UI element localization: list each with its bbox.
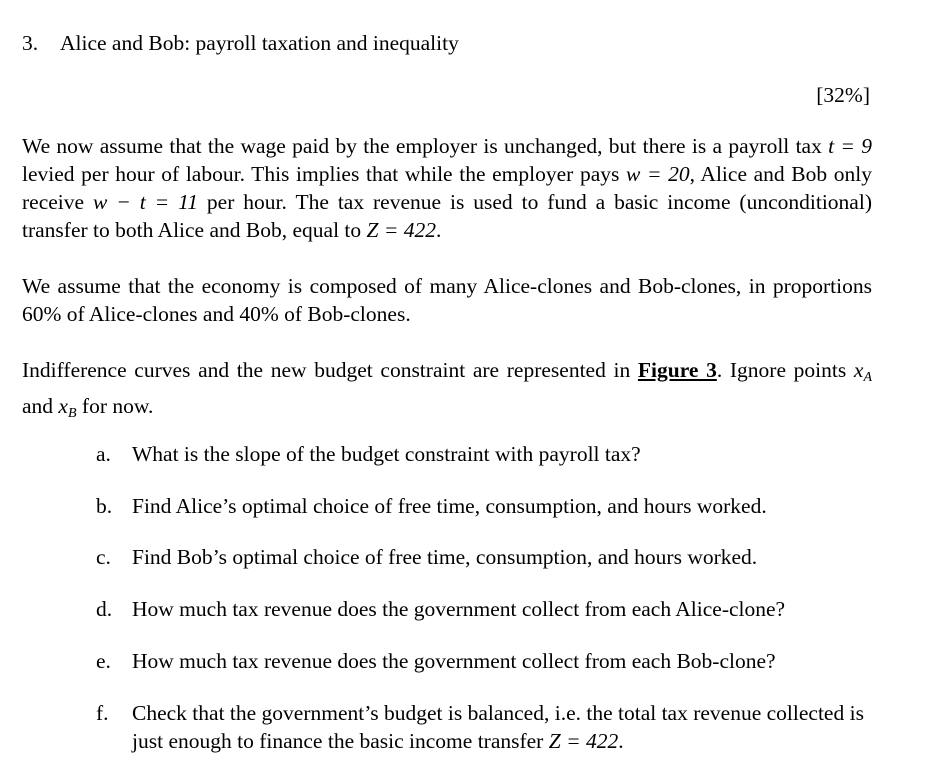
- question-number: 3.: [22, 31, 39, 55]
- part-c-label: c.: [96, 545, 111, 569]
- paragraph-figure-reference: [22, 356, 872, 428]
- p1-math-wt: w − t = 11: [93, 190, 198, 214]
- question-marks: [32%]: [816, 83, 870, 107]
- part-f-text: [132, 699, 872, 755]
- part-f-label: f.: [96, 701, 109, 725]
- part-a-text: What is the slope of the budget constraint with payroll tax?: [132, 442, 641, 466]
- part-f-text-after: .: [618, 729, 624, 753]
- paragraph-payroll-tax: [22, 132, 872, 244]
- paragraph-proportions: We assume that the economy is composed of many Alice-clones and Bob-clones, in proportions 60% of Alice-clones and 40% of Bob-clones.: [22, 274, 872, 326]
- p1-text-3: , Alice and Bob only receive: [22, 162, 872, 214]
- part-f: [96, 699, 886, 755]
- part-b-text: Find Alice’s optimal choice of free time, consumption, and hours worked.: [132, 494, 767, 518]
- p1-text-4: per hour. The tax revenue is used to fund a basic income (unconditional) transfer to both Alice and Bob, equal to: [22, 190, 872, 242]
- p1-text-1: We now assume that the wage paid by the employer is unchanged, but there is a payroll tax: [22, 134, 829, 158]
- part-d: [96, 595, 886, 623]
- p1-math-t: t = 9: [828, 134, 873, 158]
- question-title-text: Alice and Bob: payroll taxation and inequality: [60, 31, 459, 55]
- part-f-math-z: Z = 422: [548, 729, 619, 753]
- part-b-label: b.: [96, 494, 113, 518]
- part-a: [96, 440, 886, 468]
- p3-text-1: Indifference curves and the new budget constraint are represented in: [22, 358, 638, 382]
- p1-math-z: Z = 422: [366, 218, 436, 242]
- part-e: [96, 647, 886, 675]
- part-d-text: How much tax revenue does the government collect from each Alice-clone?: [132, 597, 786, 621]
- question-title: [22, 29, 459, 57]
- point-xa: $x_A$: [853, 358, 873, 385]
- part-b: [96, 492, 886, 520]
- point-xb: $x_B$: [58, 394, 77, 421]
- part-f-text-before: Check that the government’s budget is balanced, i.e. the total tax revenue collected is just enough to finance the basic income transfer: [132, 701, 864, 753]
- part-e-text: How much tax revenue does the government collect from each Bob-clone?: [132, 649, 776, 673]
- part-c-text: Find Bob’s optimal choice of free time, consumption, and hours worked.: [132, 545, 758, 569]
- p1-text-5: .: [435, 218, 442, 242]
- part-a-label: a.: [96, 442, 111, 466]
- p3-text-4: for now.: [76, 394, 154, 418]
- p1-text-2: levied per hour of labour. This implies that while the employer pays: [22, 162, 626, 186]
- p3-text-3: and: [22, 394, 59, 418]
- figure-3-link: Figure 3: [637, 358, 717, 382]
- p1-math-w: w = 20: [626, 162, 690, 186]
- part-e-label: e.: [96, 649, 111, 673]
- p3-text-2: . Ignore points: [716, 358, 854, 382]
- part-d-label: d.: [96, 597, 113, 621]
- part-c: [96, 543, 886, 571]
